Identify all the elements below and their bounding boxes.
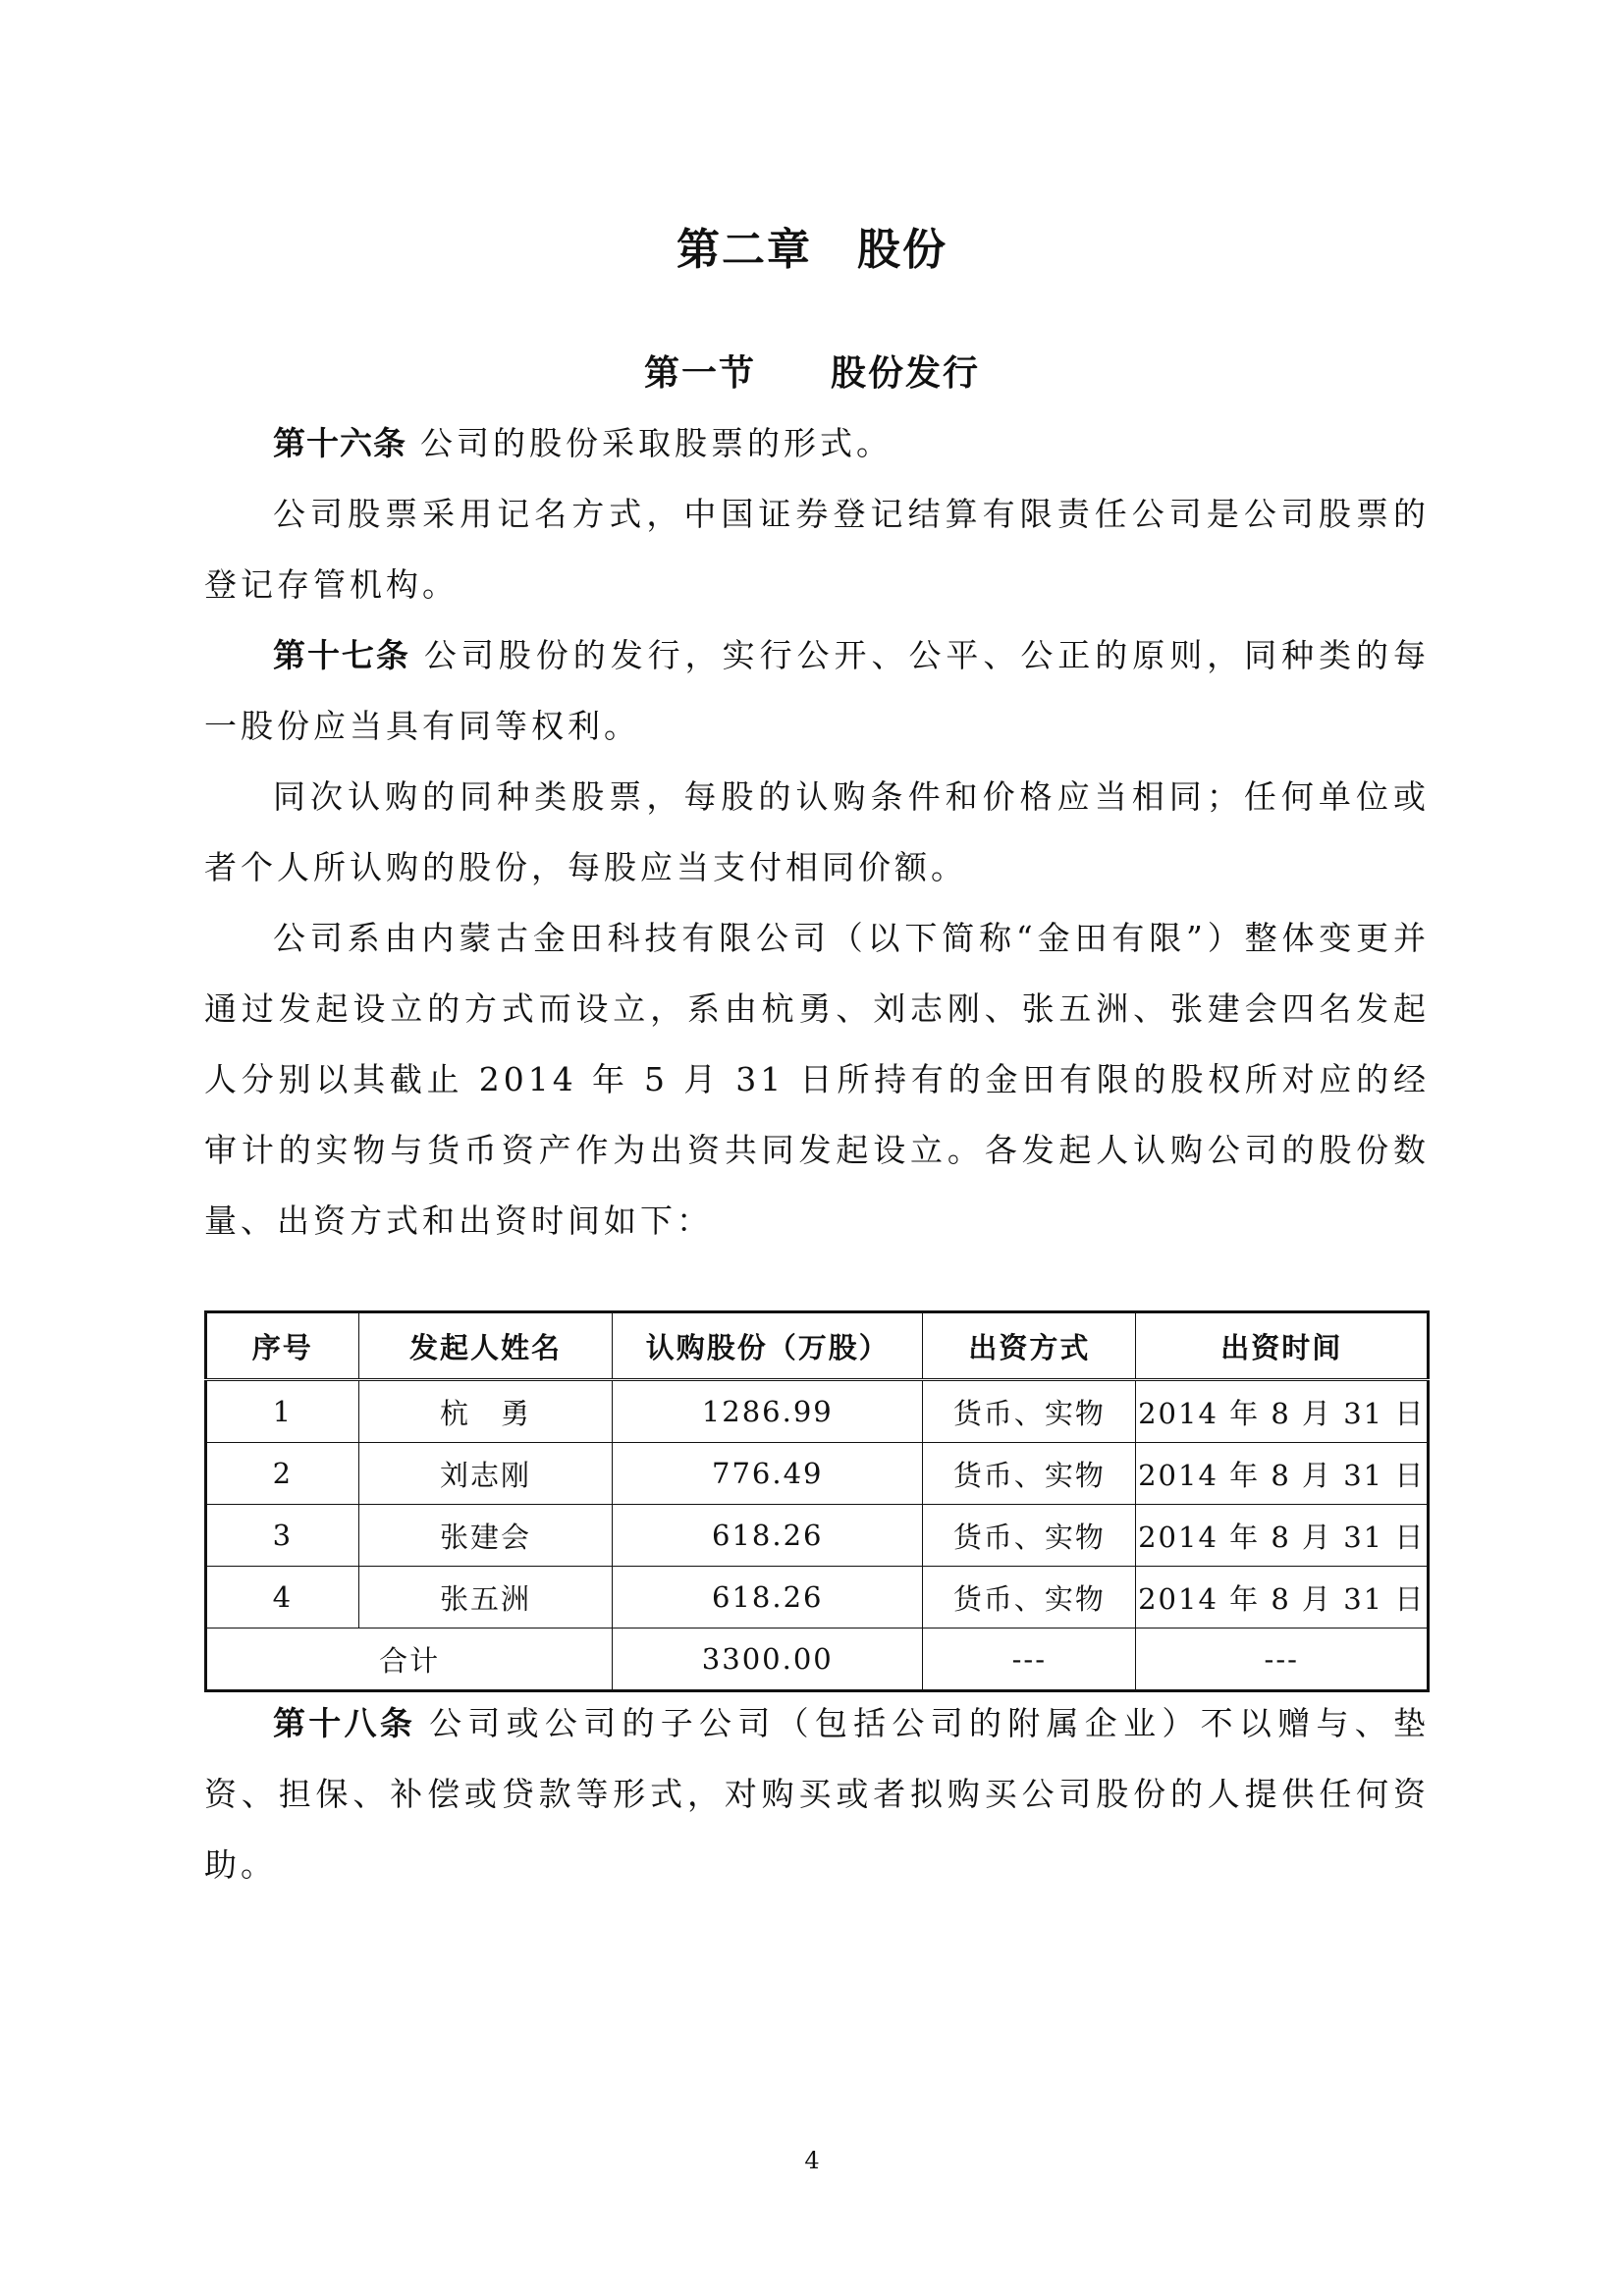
cell-no: 4 [206,1567,359,1629]
cell-time: 2014 年 8 月 31 日 [1136,1567,1429,1629]
cell-shares: 1286.99 [613,1380,923,1443]
article-17-paragraph-3: 公司系由内蒙古金田科技有限公司（以下简称“金田有限”）整体变更并通过发起设立的方式而设立，系由杭勇、刘志刚、张五洲、张建会四名发起人分别以其截止 2014 年 5 月 31 日所持有的金田有限的股权所对应的经审计的实物与货币资产作为出资共同发起设立。各发起人认购公司的股份数量、出资方式和出资时间如下： [204,919,1430,1240]
table-row [206,1380,1429,1443]
body-text-upper [204,408,1430,1256]
total-time: --- [1136,1629,1429,1691]
header-method: 出资方式 [923,1312,1136,1380]
article-17-paragraph-2: 同次认购的同种类股票，每股的认购条件和价格应当相同；任何单位或者个人所认购的股份，每股应当支付相同价额。 [204,777,1430,886]
article-17-text: 公司股份的发行，实行公开、公平、公正的原则，同种类的每一股份应当具有同等权利。 [204,636,1431,745]
total-shares: 3300.00 [613,1629,923,1691]
cell-name: 张建会 [358,1505,613,1567]
cell-method: 货币、实物 [923,1380,1136,1443]
section-title: 第一节 股份发行 [643,353,980,394]
table-row [206,1443,1429,1505]
article-16-paragraph-2: 公司股票采用记名方式，中国证券登记结算有限责任公司是公司股票的登记存管机构。 [204,495,1430,604]
header-name: 发起人姓名 [358,1312,613,1380]
cell-shares: 776.49 [613,1443,923,1505]
article-18-text: 公司或公司的子公司（包括公司的附属企业）不以赠与、垫资、担保、补偿或贷款等形式，对购买或者拟购买公司股份的人提供任何资助。 [204,1704,1431,1884]
article-18-label: 第十八条 [273,1704,416,1742]
total-method: --- [923,1629,1136,1691]
cell-name: 杭 勇 [358,1380,613,1443]
page-number: 4 [804,2147,820,2174]
header-no: 序号 [206,1312,359,1380]
cell-no: 1 [206,1380,359,1443]
cell-no: 3 [206,1505,359,1567]
article-16-text: 公司的股份采取股票的形式。 [420,424,893,462]
cell-name: 刘志刚 [358,1443,613,1505]
header-time: 出资时间 [1136,1312,1429,1380]
cell-method: 货币、实物 [923,1567,1136,1629]
promoter-shares-table [204,1310,1430,1692]
article-18-paragraph [204,1688,1430,1900]
article-17-label: 第十七条 [273,636,410,674]
cell-time: 2014 年 8 月 31 日 [1136,1505,1429,1567]
promoter-shares-table-wrapper [204,1310,1430,1692]
table-total-row [206,1629,1429,1691]
article-16-label: 第十六条 [273,424,406,462]
article-17-paragraph [204,620,1430,762]
cell-shares: 618.26 [613,1505,923,1567]
header-shares: 认购股份（万股） [613,1312,923,1380]
chapter-title: 第二章 股份 [677,225,947,275]
body-text-lower [204,1688,1430,1900]
cell-method: 货币、实物 [923,1505,1136,1567]
cell-shares: 618.26 [613,1567,923,1629]
cell-time: 2014 年 8 月 31 日 [1136,1380,1429,1443]
table-header-row [206,1312,1429,1380]
cell-time: 2014 年 8 月 31 日 [1136,1443,1429,1505]
table-row [206,1567,1429,1629]
table-row [206,1505,1429,1567]
total-label: 合计 [206,1629,613,1691]
cell-name: 张五洲 [358,1567,613,1629]
article-16-paragraph [204,408,1430,479]
cell-method: 货币、实物 [923,1443,1136,1505]
cell-no: 2 [206,1443,359,1505]
